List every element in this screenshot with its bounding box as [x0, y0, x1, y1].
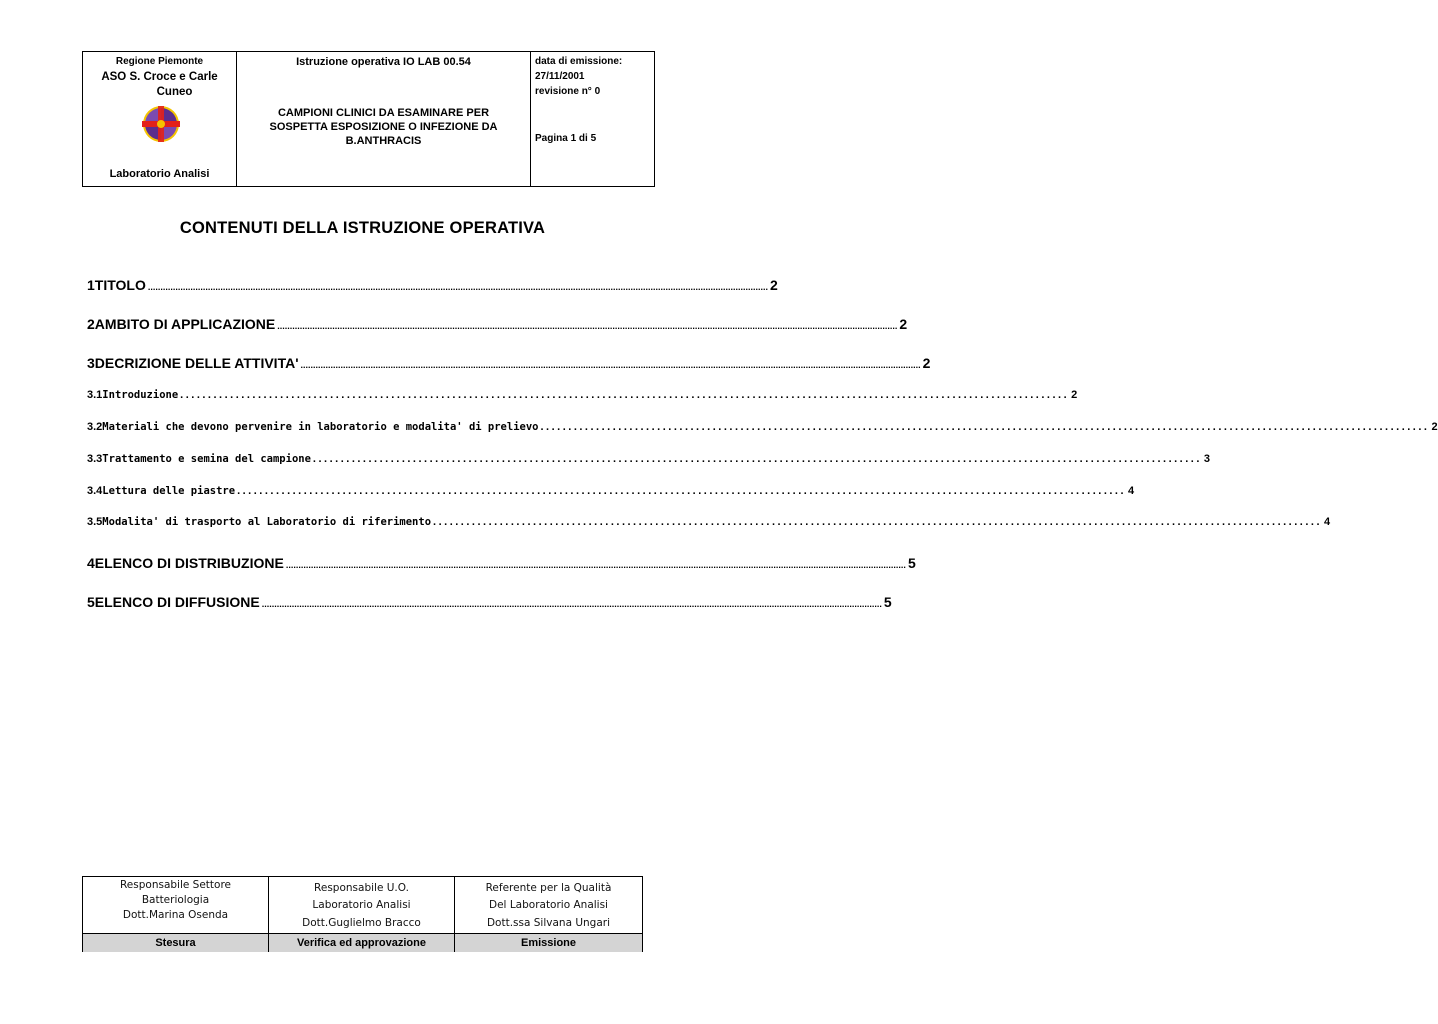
toc-leader: ........................................................................................................................................................................................................................................................	[277, 321, 898, 331]
toc-number: 3.3	[87, 453, 103, 465]
toc-number: 5	[87, 594, 95, 610]
toc-page: 4	[1324, 516, 1331, 528]
page-number: Pagina 1 di 5	[535, 133, 597, 144]
toc-entry[interactable]	[87, 594, 892, 610]
toc-leader: ................................................................................................................................................................	[312, 453, 1202, 465]
toc-text: DECRIZIONE DELLE ATTIVITA'	[94, 355, 299, 371]
label-verifica: Verifica ed approvazione	[269, 934, 455, 952]
toc-number: 3.1	[87, 389, 103, 401]
header-title-cell	[237, 52, 531, 186]
toc-page: 2	[1431, 421, 1438, 433]
signature-cell-verification	[269, 877, 455, 933]
toc-number: 4	[87, 555, 95, 571]
signature-cell-drafting	[83, 877, 269, 933]
toc-page: 4	[1128, 485, 1135, 497]
toc-text: TITOLO	[94, 277, 146, 293]
revision: revisione n° 0	[535, 86, 601, 97]
toc-entry[interactable]	[87, 316, 908, 332]
toc-number: 1	[87, 277, 95, 293]
signature-role-line: Responsabile Settore	[119, 879, 232, 891]
signature-role-line: Laboratorio Analisi	[312, 899, 411, 911]
toc-page: 2	[1071, 389, 1078, 401]
toc-entry[interactable]	[87, 453, 1211, 465]
toc-entry[interactable]	[87, 516, 1331, 528]
toc-page: 5	[883, 594, 892, 610]
toc-text: ELENCO DI DIFFUSIONE	[94, 594, 260, 610]
toc-leader: ................................................................................................................................................................	[180, 389, 1070, 401]
laboratory-name: Laboratorio Analisi	[109, 168, 210, 180]
toc-text: Introduzione	[102, 389, 179, 401]
toc-number: 3.2	[87, 421, 103, 433]
toc-page: 3	[1203, 453, 1211, 465]
signature-row	[83, 877, 642, 934]
toc-leader: ................................................................................................................................................................	[433, 516, 1323, 528]
toc-number: 3.5	[87, 516, 103, 528]
toc-leader: ................................................................................................................................................................	[237, 485, 1127, 497]
signature-role-line: Responsabile U.O.	[314, 882, 409, 894]
toc-page: 2	[770, 277, 778, 293]
signature-role-line: Referente per la Qualità	[485, 882, 612, 894]
toc-leader: ........................................................................................................................................................................................................................................................	[261, 599, 882, 609]
hospital-name: ASO S. Croce e Carle Cuneo	[101, 71, 218, 98]
toc-page: 5	[907, 555, 916, 571]
toc-number: 3.4	[87, 485, 103, 497]
label-emissione: Emissione	[520, 937, 577, 949]
signature-role-line: Del Laboratorio Analisi	[489, 899, 608, 911]
signature-cell-issue	[455, 877, 642, 933]
signature-person: Dott.Guglielmo Bracco	[302, 917, 421, 929]
signature-table	[82, 876, 643, 952]
toc-page: 2	[922, 355, 931, 371]
toc-entry[interactable]	[87, 421, 1438, 433]
region-name: Regione Piemonte	[115, 56, 204, 67]
issue-date: 27/11/2001	[535, 71, 585, 82]
signature-role-line: Batteriologia	[141, 894, 210, 906]
header-meta-cell	[531, 52, 654, 186]
signature-person: Dott.Marina Osenda	[122, 909, 229, 921]
toc-text: Lettura delle piastre	[102, 485, 236, 497]
label-stesura: Stesura	[83, 934, 269, 952]
toc-leader: ................................................................................................................................................................	[540, 421, 1430, 433]
toc-number: 3	[87, 355, 95, 371]
toc-text: Materiali che devono pervenire in laboratorio e modalita' di prelievo	[102, 421, 539, 433]
instruction-code: Istruzione operativa IO LAB 00.54	[296, 56, 471, 68]
toc-entry[interactable]	[87, 389, 1078, 401]
header-institution-cell	[83, 52, 237, 186]
document-header	[82, 51, 655, 187]
toc-text: AMBITO DI APPLICAZIONE	[94, 316, 276, 332]
toc-text: Modalita' di trasporto al Laboratorio di riferimento	[102, 516, 432, 528]
toc-page: 2	[899, 316, 908, 332]
issue-date-label: data di emissione:	[535, 56, 623, 67]
hospital-logo-icon	[141, 104, 181, 144]
toc-entry[interactable]	[87, 277, 778, 293]
instruction-subject: CAMPIONI CLINICI DA ESAMINARE PER SOSPETTA ESPOSIZIONE O INFEZIONE DA B.ANTHRACIS	[269, 107, 498, 147]
signature-person: Dott.ssa Silvana Ungari	[486, 917, 611, 929]
toc-leader: ........................................................................................................................................................................................................................................................	[285, 560, 906, 570]
page-title: CONTENUTI DELLA ISTRUZIONE OPERATIVA	[179, 219, 546, 237]
toc-entry[interactable]	[87, 355, 931, 371]
toc-leader: ........................................................................................................................................................................................................................................................	[300, 360, 921, 370]
toc-leader: ........................................................................................................................................................................................................................................................	[147, 282, 768, 292]
toc-text: Trattamento e semina del campione	[102, 453, 311, 465]
toc-entry[interactable]	[87, 555, 916, 571]
toc-text: ELENCO DI DISTRIBUZIONE	[94, 555, 284, 571]
toc-number: 2	[87, 316, 95, 332]
toc-entry[interactable]	[87, 485, 1135, 497]
signature-label-row	[83, 934, 642, 952]
